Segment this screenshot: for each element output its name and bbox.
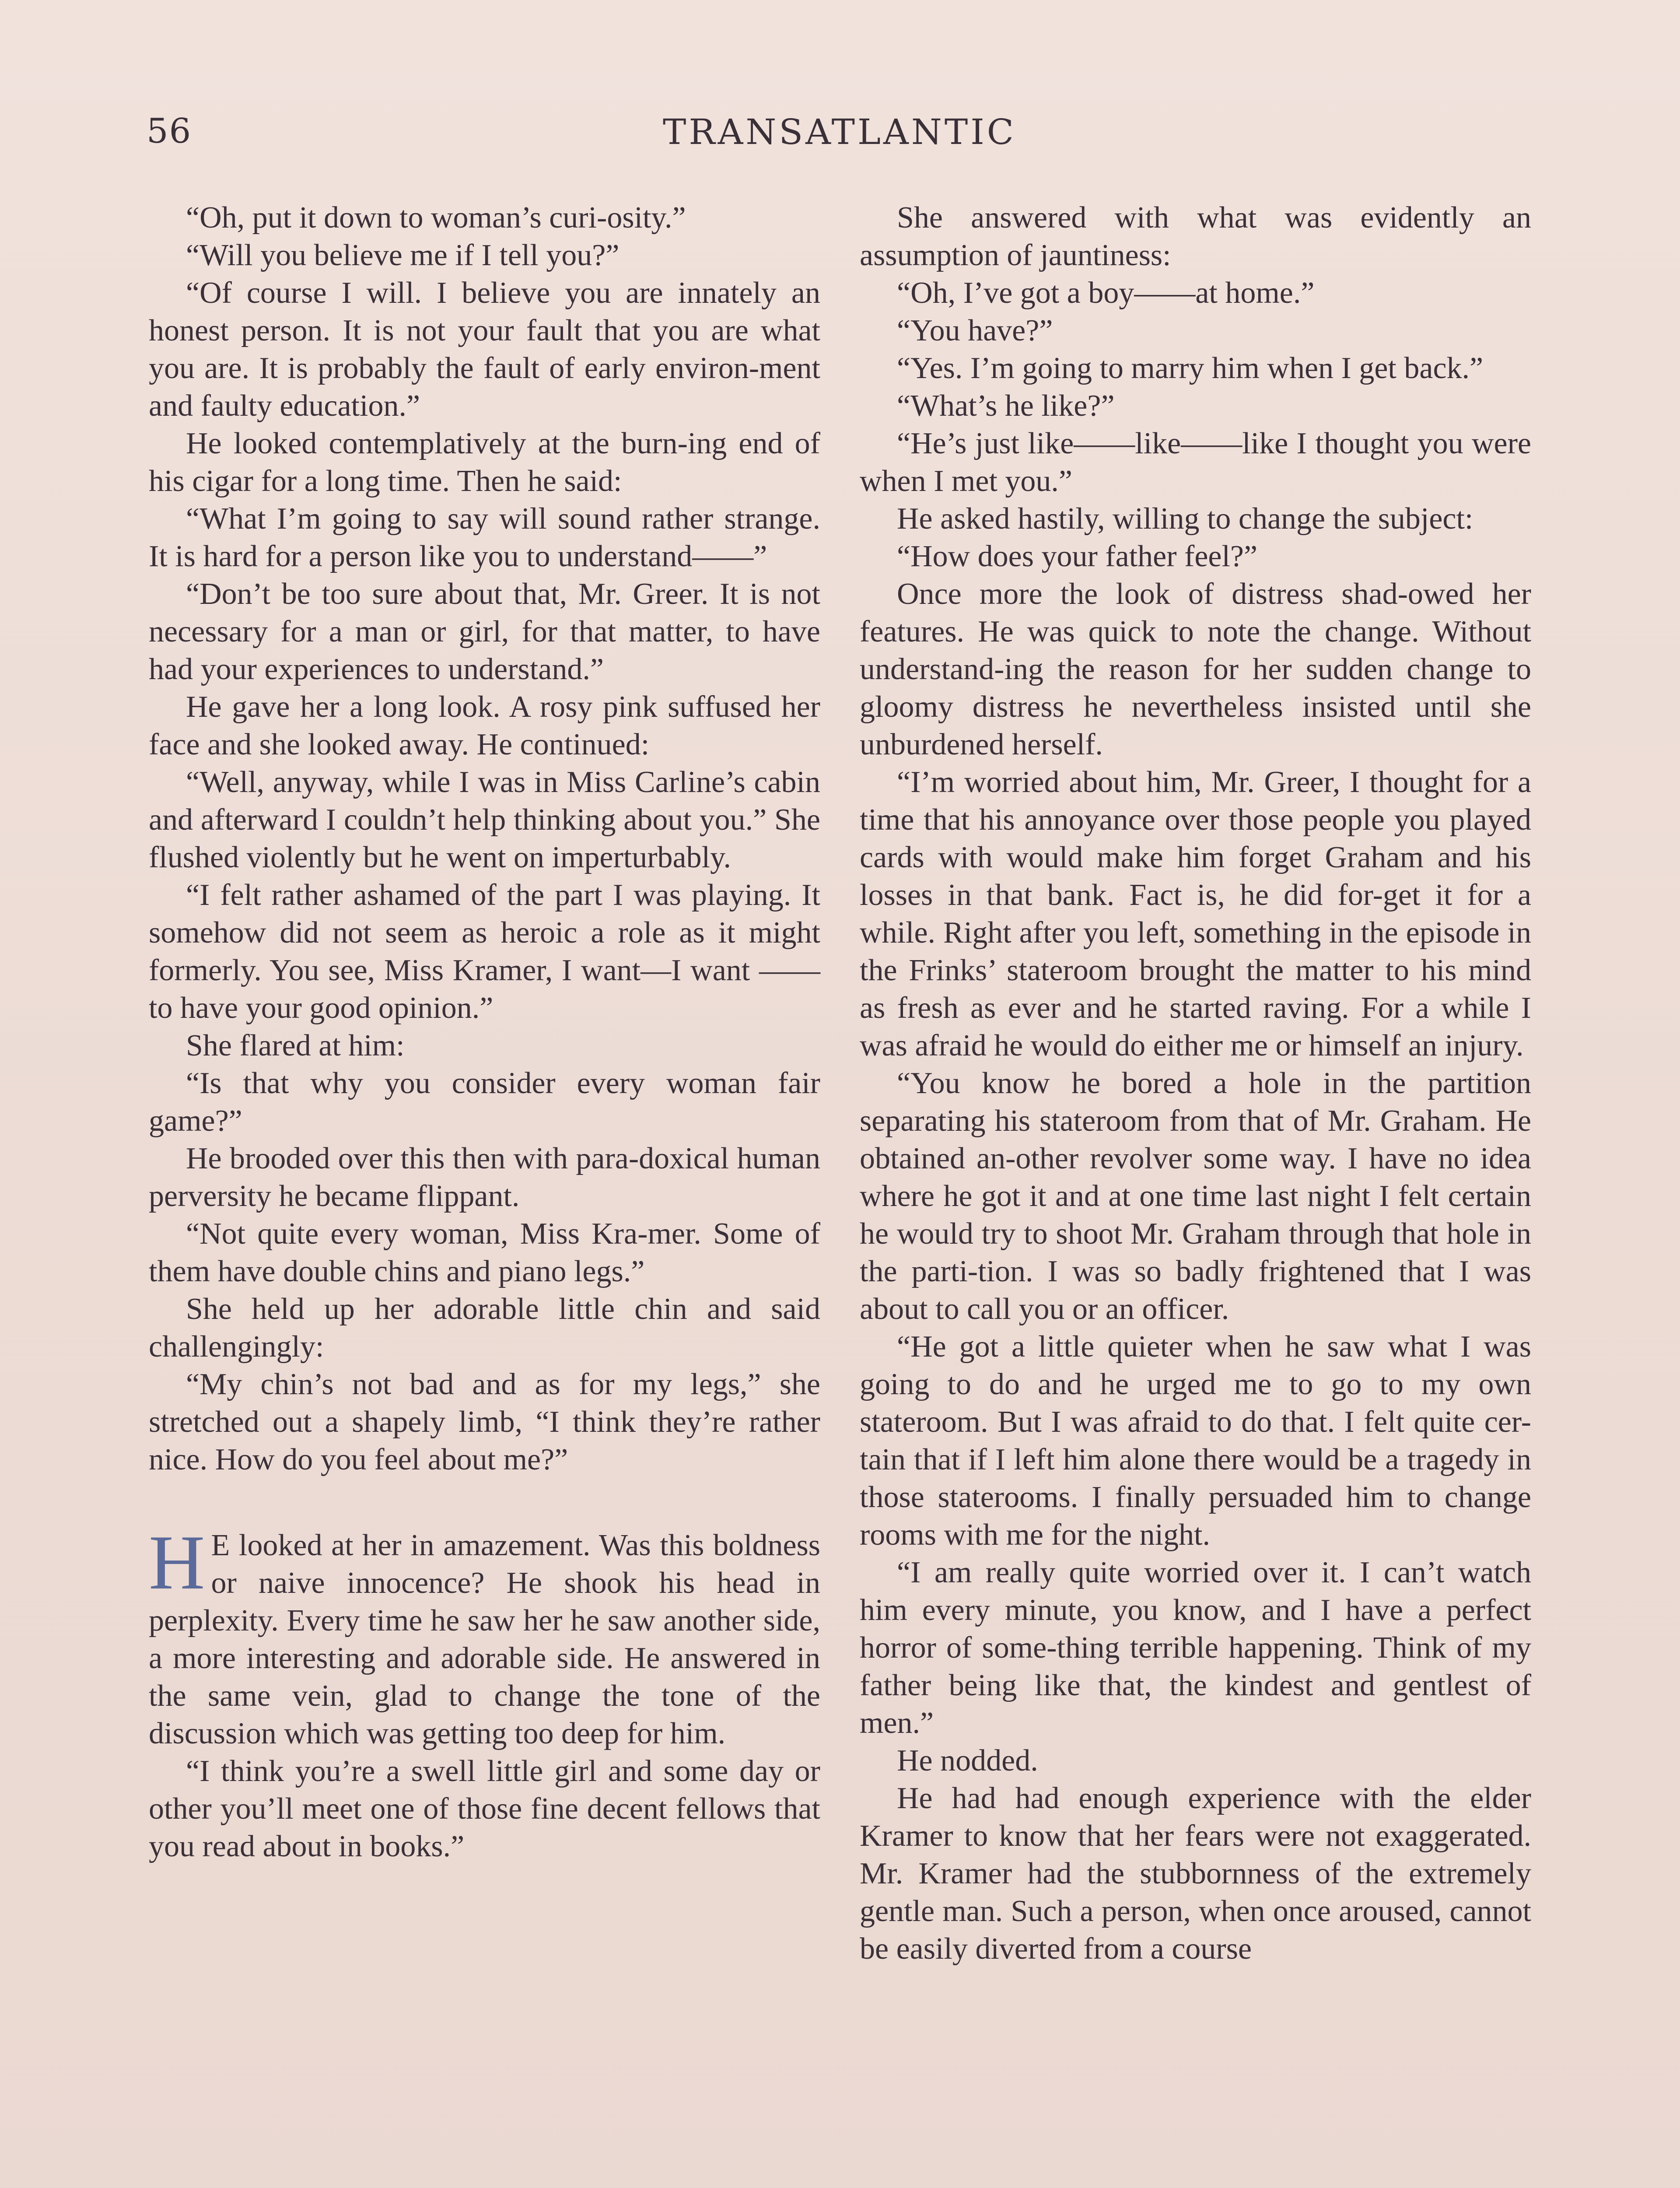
paragraph: “You know he bored a hole in the partition separating his stateroom from that of Mr. Graham. He obtained an-other revolver some way. I have no idea where he got it and at one time last night I felt certain he would try to shoot Mr. Graham through that hole in the parti-tion. I was so badly frightened that I was about to call you or an officer.	[860, 1066, 1531, 1326]
paragraph: She held up her adorable little chin and said challengingly:	[149, 1292, 820, 1364]
page-header	[0, 112, 1680, 168]
paragraph: Once more the look of distress shad-owed her features. He was quick to note the change. Without understand-ing the reason for her sudden change to gloomy distress he nevertheless insisted until she unburdened herself.	[860, 577, 1531, 761]
paragraph: “Oh, I’ve got a boy——at home.”	[897, 276, 1315, 310]
paragraph: “He got a little quieter when he saw what I was going to do and he urged me to go to my own stateroom. But I was afraid to do that. I felt quite cer-tain that if I left him alone there would be a tragedy in those staterooms. I finally persuaded him to change rooms with me for the night.	[860, 1330, 1531, 1552]
paragraph: She flared at him:	[186, 1029, 405, 1062]
drop-cap: H	[149, 1519, 205, 1606]
page-number: 56	[147, 112, 192, 151]
paragraph: “What’s he like?”	[897, 389, 1115, 423]
paragraph: “Well, anyway, while I was in Miss Carline’s cabin and afterward I couldn’t help thinking about you.” She flushed violently but he went on imperturbably.	[149, 765, 820, 874]
running-title: TRANSATLANTIC	[663, 112, 1016, 152]
paragraph: “Is that why you consider every woman fair game?”	[149, 1066, 820, 1138]
paragraph: “Oh, put it down to woman’s curi-osity.”	[186, 201, 686, 235]
paragraph: He asked hastily, willing to change the subject:	[897, 502, 1474, 536]
section-break	[149, 1479, 820, 1527]
paragraph: He had had enough experience with the elder Kramer to know that her fears were not exaggerated. Mr. Kramer had the stubbornness of the extremely gentle man. Such a person, when once aroused, cannot be easily diverted from a course	[860, 1781, 1531, 1966]
paragraph: “I am really quite worried over it. I can’t watch him every minute, you know, and I have a perfect horror of some-thing terrible happening. Think of my father being like that, the kindest and gentlest of men.”	[860, 1556, 1531, 1740]
paragraph: She answered with what was evidently an assumption of jauntiness:	[860, 201, 1531, 272]
paragraph: “What I’m going to say will sound rather strange. It is hard for a person like you to understand——”	[149, 502, 820, 573]
paragraph: “Not quite every woman, Miss Kra-mer. Some of them have double chins and piano legs.”	[149, 1217, 820, 1288]
paragraph: He nodded.	[897, 1744, 1038, 1778]
paragraph: He looked contemplatively at the burn-ing end of his cigar for a long time. Then he said:	[149, 427, 820, 498]
right-column	[860, 199, 1531, 1968]
paragraph: “I felt rather ashamed of the part I was playing. It somehow did not seem as heroic a role as it might formerly. You see, Miss Kramer, I want—I want ——to have your good opinion.”	[149, 878, 820, 1025]
section-opening-paragraph	[149, 1519, 820, 1753]
paragraph: He gave her a long look. A rosy pink suffused her face and she looked away. He continued:	[149, 690, 820, 761]
paragraph: “My chin’s not bad and as for my legs,” she stretched out a shapely limb, “I think they’re rather nice. How do you feel about me?”	[149, 1368, 820, 1476]
paragraph: He brooded over this then with para-doxical human perversity he became flippant.	[149, 1142, 820, 1213]
left-column	[149, 199, 820, 1865]
paragraph-text: E looked at her in amazement. Was this boldness or naive innocence? He shook his head in perplexity. Every time he saw her he saw another side, a more interesting and adorable side. He answered in the same vein, glad to change the tone of the discussion which was getting too deep for him.	[149, 1529, 820, 1750]
paragraph: “You have?”	[897, 314, 1053, 347]
paragraph: “How does your father feel?”	[897, 540, 1258, 573]
paragraph: “Yes. I’m going to marry him when I get back.”	[897, 351, 1484, 385]
paragraph: “Will you believe me if I tell you?”	[186, 238, 620, 272]
paragraph: “He’s just like——like——like I thought you were when I met you.”	[860, 427, 1531, 498]
paragraph: “I’m worried about him, Mr. Greer, I thought for a time that his annoyance over those people you played cards with would make him forget Graham and his losses in that bank. Fact is, he did for-get it for a while. Right after you left, something in the episode in the Frinks’ stateroom brought the matter to his mind as fresh as ever and he started raving. For a while I was afraid he would do either me or himself an injury.	[860, 765, 1531, 1062]
paragraph: “Of course I will. I believe you are innately an honest person. It is not your fault that you are what you are. It is probably the fault of early environ-ment and faulty education.”	[149, 276, 820, 423]
paragraph: “Don’t be too sure about that, Mr. Greer. It is not necessary for a man or girl, for that matter, to have had your experiences to understand.”	[149, 577, 820, 686]
paragraph: “I think you’re a swell little girl and some day or other you’ll meet one of those fine decent fellows that you read about in books.”	[149, 1754, 820, 1863]
